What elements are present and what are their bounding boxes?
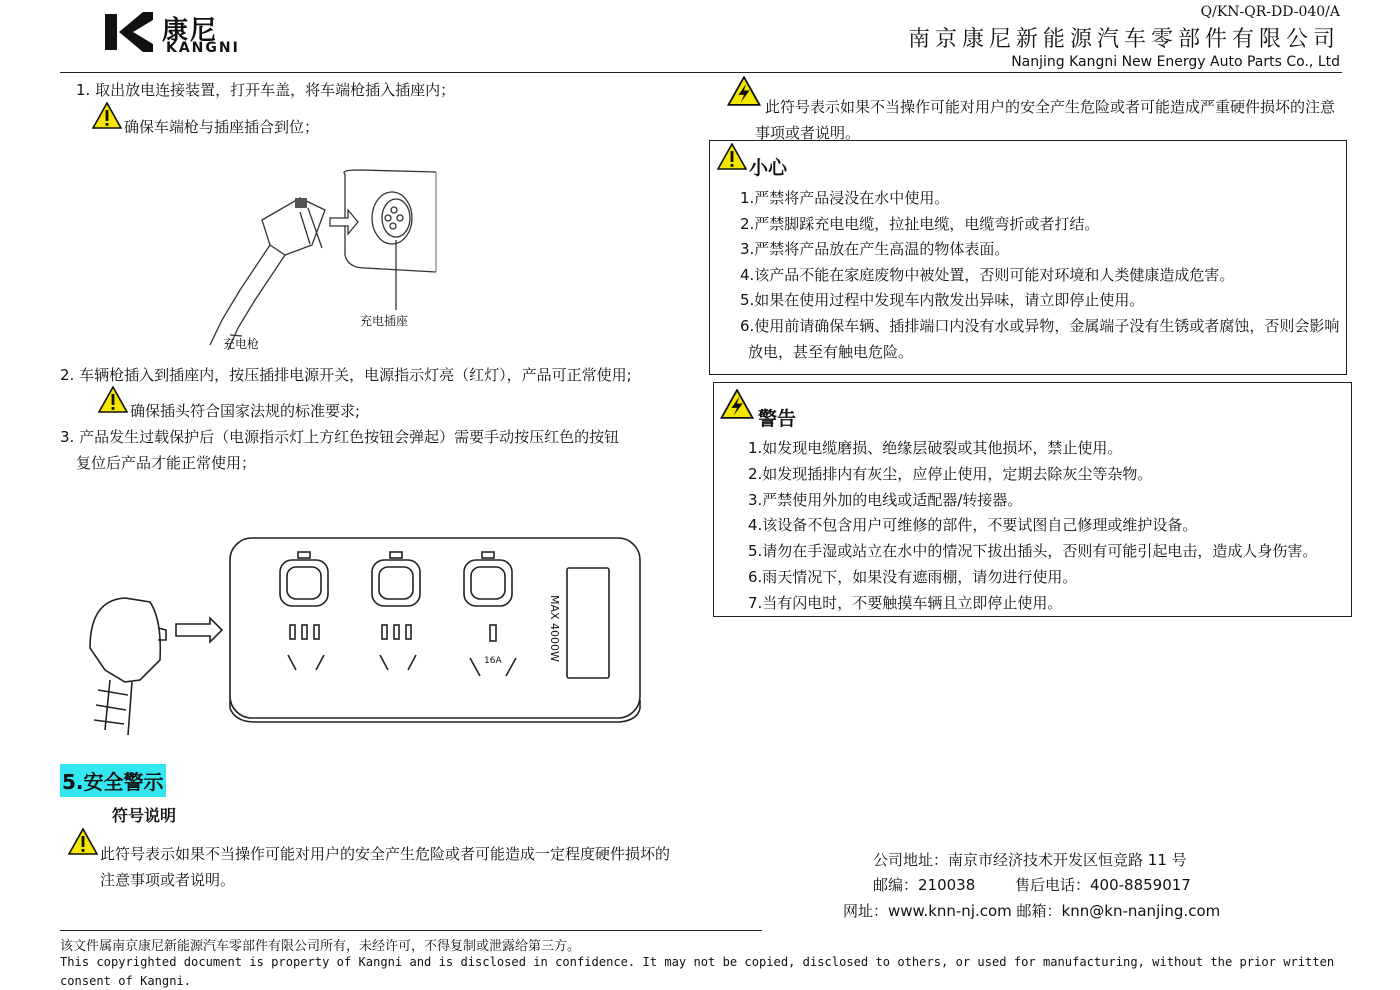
logo-text-cn: 康尼 [162,16,219,46]
footer-divider [60,930,762,931]
electric-shock-icon [720,389,754,419]
company-address: 公司地址：南京市经济技术开发区恒竞路 11 号 [873,851,1187,869]
caution-item: 6.使用前请确保车辆、插排端口内没有水或异物，金属端子没有生锈或者腐蚀，否则会影响 [740,317,1340,335]
warning-triangle-icon [68,828,98,855]
logo-text-en: KANGNI [166,40,240,56]
section-5-title: 5.安全警示 [60,764,166,797]
caution-item: 2.严禁脚踩充电电缆，拉扯电缆，电缆弯折或者打结。 [740,215,1100,233]
electric-shock-icon [727,76,761,106]
caution-item: 1.严禁将产品浸没在水中使用。 [740,189,950,207]
service-phone: 售后电话：400-8859017 [1015,876,1191,894]
footer-copyright-cn: 该文件属南京康尼新能源汽车零部件有限公司所有，未经许可，不得复制或泄露给第三方。 [60,939,581,954]
warning-item: 5.请勿在手湿或站立在水中的情况下拔出插头，否则有可能引起电击，造成人身伤害。 [748,542,1318,560]
warning-item: 7.当有闪电时，不要触摸车辆且立即停止使用。 [748,594,1063,612]
header-divider [60,72,1342,73]
step-3-line-2: 复位后产品才能正常使用； [76,454,257,472]
caution-title: 小心 [749,157,788,179]
step-2-text: 2. 车辆枪插入到插座内，按压插排电源开关，电源指示灯亮（红灯），产品可正常使用; [60,366,632,384]
company-name-en: Nanjing Kangni New Energy Auto Parts Co., Ltd [1011,54,1340,70]
charging-gun-figure [200,160,445,355]
step-2-note: 确保插头符合国家法规的标准要求; [130,402,361,420]
symbol-desc-line-1: 此符号表示如果不当操作可能对用户的安全产生危险或者可能造成一定程度硬件损坏的 [100,845,671,863]
doc-code: Q/KN-QR-DD-040/A [1200,4,1340,20]
warning-item: 4.该设备不包含用户可维修的部件，不要试图自己修理或维护设备。 [748,516,1198,534]
warning-item: 1.如发现电缆磨损、绝缘层破裂或其他损坏，禁止使用。 [748,439,1123,457]
warning-triangle-icon [98,386,128,413]
caution-item: 5.如果在使用过程中发现车内散发出异味，请立即停止使用。 [740,291,1145,309]
step-1-text: 1. 取出放电连接装置，打开车盖，将车端枪插入插座内； [76,81,456,99]
symbol-explanation-title: 符号说明 [112,806,177,825]
shock-desc-line-1: 此符号表示如果不当操作可能对用户的安全产生危险或者可能造成严重硬件损坏的注意 [765,98,1336,116]
postcode: 邮编：210038 [873,876,976,894]
caution-item: 放电，甚至有触电危险。 [748,343,914,361]
fig1-label-socket: 充电插座 [360,314,409,328]
fig1-label-gun: 充电枪 [223,337,260,351]
step-3-line-1: 3. 产品发生过载保护后（电源指示灯上方红色按钮会弹起）需要手动按压红色的按钮 [60,428,620,446]
caution-item: 3.严禁将产品放在产生高温的物体表面。 [740,240,1010,258]
footer-copyright-en-2: consent of Kangni. [60,974,192,988]
warning-triangle-icon [717,143,747,170]
warning-item: 2.如发现插排内有灰尘，应停止使用，定期去除灰尘等杂物。 [748,465,1153,483]
company-name-cn: 南京康尼新能源汽车零部件有限公司 [907,27,1340,52]
power-strip-figure [70,530,650,745]
symbol-desc-line-2: 注意事项或者说明。 [100,871,236,889]
website-email: 网址：www.knn-nj.com 邮箱：knn@kn-nanjing.com [843,902,1221,920]
kangni-logo-icon [103,10,155,54]
step-1-note: 确保车端枪与插座插合到位； [124,118,320,136]
warning-triangle-icon [92,102,122,129]
warning-item: 3.严禁使用外加的电线或适配器/转接器。 [748,491,1023,509]
warning-title: 警告 [758,408,797,430]
caution-item: 4.该产品不能在家庭废物中被处置，否则可能对环境和人类健康造成危害。 [740,266,1235,284]
warning-item: 6.雨天情况下，如果没有遮雨棚，请勿进行使用。 [748,568,1078,586]
power-strip-amp-label: 16A [484,656,502,666]
power-strip-max-label: MAX 4000W [548,595,561,662]
shock-desc-line-2: 事项或者说明。 [755,124,861,142]
footer-copyright-en-1: This copyrighted document is property of Kangni and is disclosed in confidence. It may not be copied, disclosed to others, or used for manufacturing, without the prior written [60,955,1335,969]
